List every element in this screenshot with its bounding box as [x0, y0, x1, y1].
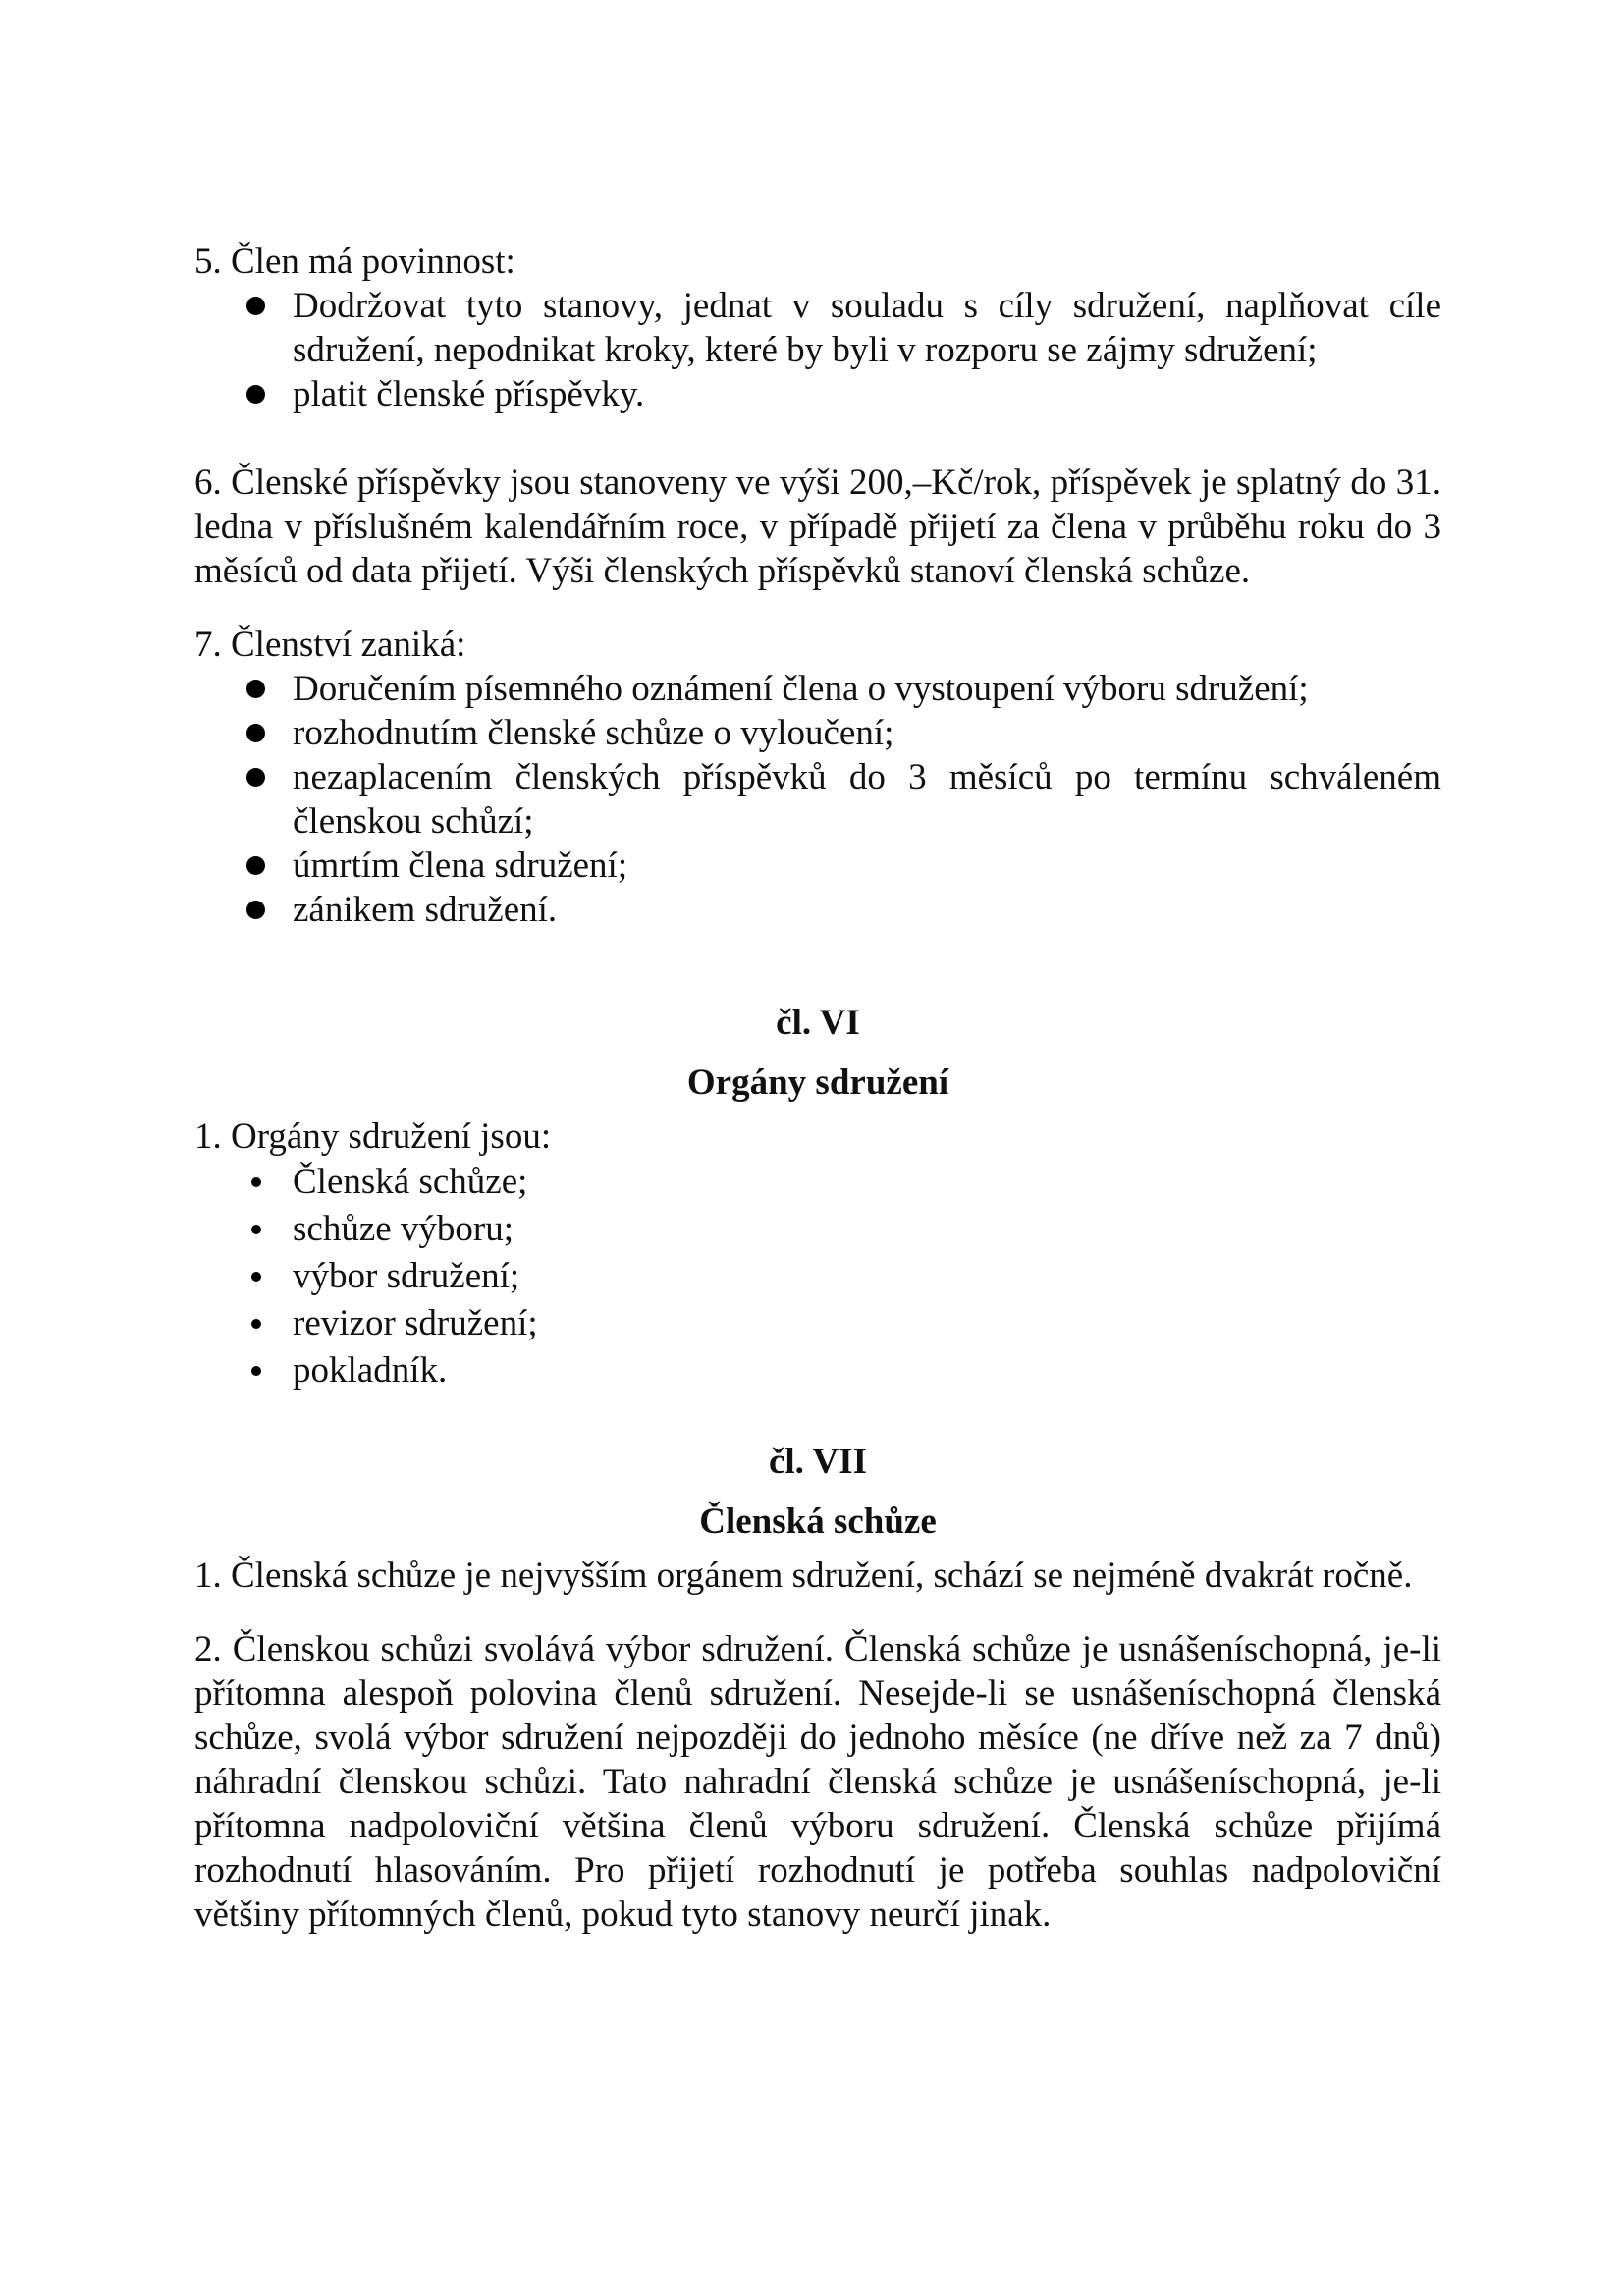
list-item-text: nezaplacením členských příspěvků do 3 měsíců po termínu schváleném členskou schůzí;	[293, 757, 1441, 842]
list-item	[194, 1347, 1441, 1394]
article-vi	[194, 1001, 1441, 1394]
list-item	[194, 284, 1441, 372]
list-item-text: výbor sdružení;	[293, 1256, 520, 1296]
bullet-icon	[246, 901, 265, 919]
list-item	[194, 1253, 1441, 1300]
bullet-icon	[251, 1225, 261, 1234]
article-vii-title: Členská schůze	[699, 1502, 937, 1542]
article-vi-list	[194, 1159, 1441, 1394]
bullet-icon	[251, 1319, 261, 1329]
list-item	[194, 372, 1441, 416]
document-page	[194, 240, 1441, 1937]
section-5-lead: 5. Člen má povinnost:	[194, 242, 515, 282]
bullet-icon	[251, 1366, 261, 1376]
bullet-icon	[246, 724, 265, 742]
list-item	[194, 1159, 1441, 1206]
list-item-text: pokladník.	[293, 1350, 448, 1391]
article-vi-number: čl. VI	[776, 1003, 860, 1043]
bullet-icon	[246, 768, 265, 787]
section-7-list	[194, 667, 1441, 932]
bullet-icon	[251, 1177, 261, 1187]
section-5-list	[194, 284, 1441, 416]
bullet-icon	[246, 297, 265, 315]
bullet-icon	[246, 856, 265, 875]
list-item	[194, 755, 1441, 844]
list-item-text: schůze výboru;	[293, 1209, 514, 1249]
list-item	[194, 1300, 1441, 1347]
bullet-icon	[246, 385, 265, 404]
list-item	[194, 667, 1441, 711]
list-item	[194, 711, 1441, 755]
list-item-text: zánikem sdružení.	[293, 890, 558, 930]
bullet-icon	[246, 680, 265, 698]
section-5	[194, 240, 1441, 416]
list-item-text: revizor sdružení;	[293, 1303, 538, 1343]
list-item-text: rozhodnutím členské schůze o vyloučení;	[293, 713, 894, 753]
section-6-paragraph: 6. Členské příspěvky jsou stanoveny ve výši 200,–Kč/rok, příspěvek je splatný do 31. ledna v příslušném kalendářním roce, v případě přijetí za člena v průběhu roku do 3 měsíců od data přijetí. Výši členských příspěvků stanoví členská schůze.	[194, 463, 1441, 591]
article-vii-paragraph-2: 2. Členskou schůzi svolává výbor sdružení. Členská schůze je usnášeníschopná, je-li přítomna alespoň polovina členů sdružení. Nesejde-li se usnášeníschopná členská schůze, svolá výbor sdružení nejpozději do jednoho měsíce (ne dříve než za 7 dnů) náhradní členskou schůzi. Tato nahradní členská schůze je usnášeníschopná, je-li přítomna nadpoloviční většina členů výboru sdružení. Členská schůze přijímá rozhodnutí hlasováním. Pro přijetí rozhodnutí je potřeba souhlas nadpoloviční většiny přítomných členů, pokud tyto stanovy neurčí jinak.	[194, 1629, 1441, 1935]
list-item-text: Členská schůze;	[293, 1162, 528, 1202]
list-item-text: Dodržovat tyto stanovy, jednat v souladu s cíly sdružení, naplňovat cíle sdružení, nepodnikat kroky, které by byli v rozporu se zájmy sdružení;	[293, 286, 1441, 370]
list-item-text: platit členské příspěvky.	[293, 374, 645, 414]
article-vi-lead: 1. Orgány sdružení jsou:	[194, 1117, 552, 1157]
list-item-text: úmrtím člena sdružení;	[293, 846, 628, 886]
list-item	[194, 888, 1441, 932]
article-vii-paragraph-1: 1. Členská schůze je nejvyšším orgánem sdružení, schází se nejméně dvakrát ročně.	[194, 1556, 1413, 1596]
list-item	[194, 1206, 1441, 1253]
article-vii	[194, 1440, 1441, 1937]
section-7	[194, 623, 1441, 932]
list-item	[194, 844, 1441, 888]
section-7-lead: 7. Členství zaniká:	[194, 625, 466, 665]
article-vi-title: Orgány sdružení	[686, 1063, 949, 1103]
article-vii-number: čl. VII	[768, 1442, 868, 1482]
bullet-icon	[251, 1272, 261, 1282]
list-item-text: Doručením písemného oznámení člena o vystoupení výboru sdružení;	[293, 669, 1309, 709]
